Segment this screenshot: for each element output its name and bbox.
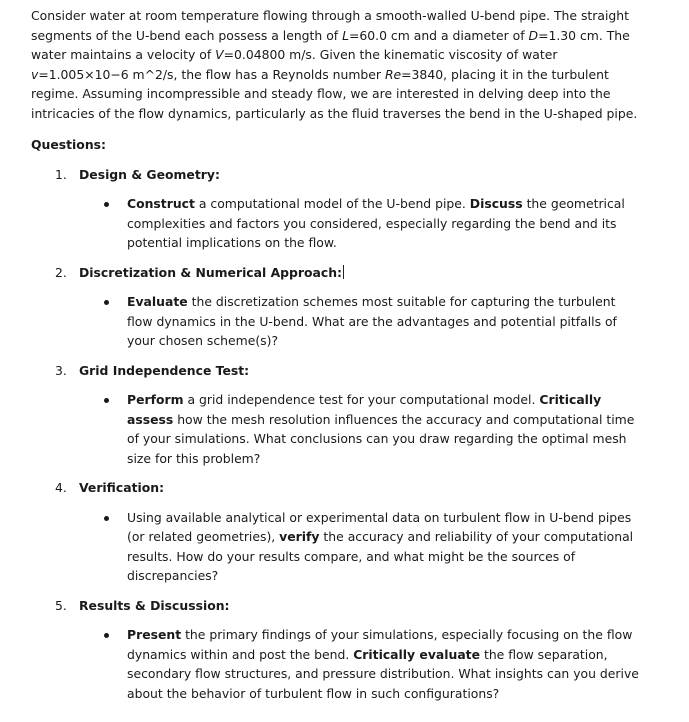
var-viscosity: v xyxy=(31,66,39,82)
question-title: Grid Independence Test: xyxy=(79,362,250,378)
bullet-icon xyxy=(104,398,109,403)
question-bullet xyxy=(31,508,641,586)
question-number: 1. xyxy=(55,166,67,182)
intro-paragraph xyxy=(31,6,641,123)
bullet-icon xyxy=(104,633,109,638)
question-item xyxy=(31,165,641,253)
bullet-text: how the mesh resolution influences the accuracy and computational time of your simulations. What conclusions can you draw regarding the optimal mesh size for this problem? xyxy=(127,411,635,466)
question-title: Design & Geometry: xyxy=(79,166,220,182)
var-diameter: D xyxy=(528,27,539,43)
bullet-keyword: Present xyxy=(127,627,182,642)
bullet-keyword: Construct xyxy=(127,196,195,211)
var-velocity: V xyxy=(215,47,224,62)
intro-text: =3840, placing it in the turbulent regime. Assuming incompressible and steady flow, we are interested in delving deep into the intricacies of the flow dynamics, particularly as the fluid traverses the bend in the U-shaped pipe. xyxy=(31,66,638,121)
bullet-text: the discretization schemes most suitable for capturing the turbulent flow dynamics in the U-bend. What are the advantages and potential pitfalls of your chosen scheme(s)? xyxy=(127,294,617,348)
intro-text: Consider water at room temperature flowing through a smooth-walled U-bend pipe. The straight segments of the U-bend each possess a length of xyxy=(31,8,629,43)
bullet-keyword: verify xyxy=(279,529,320,544)
intro-text: =0.04800 m/s. Given the kinematic viscosity of water xyxy=(223,47,558,62)
bullet-text: the accuracy and reliability of your computational results. How do your results compare, and what might be the sources of discrepancies? xyxy=(127,529,634,583)
var-length: L xyxy=(342,27,349,43)
question-item xyxy=(31,263,641,351)
questions-list xyxy=(31,165,641,704)
question-title-row xyxy=(31,263,641,283)
bullet-text: the flow separation, secondary flow structures, and pressure distribution. What insights can you derive about the behavior of turbulent flow in such configurations? xyxy=(127,646,639,701)
bullet-text: a grid independence test for your computational model. xyxy=(183,392,540,407)
bullet-icon xyxy=(104,300,109,305)
bullet-keyword: Evaluate xyxy=(127,294,188,309)
bullet-icon xyxy=(104,202,109,207)
question-title: Results & Discussion: xyxy=(79,597,230,613)
question-title-row xyxy=(31,165,641,185)
question-item xyxy=(31,361,641,469)
bullet-text: the geometrical complexities and factors you considered, especially regarding the bend and its potential implications on the flow. xyxy=(127,196,625,250)
question-number: 2. xyxy=(55,264,67,280)
question-bullet xyxy=(31,292,641,351)
text-cursor xyxy=(343,265,344,279)
question-item xyxy=(31,596,641,704)
question-bullet xyxy=(31,390,641,468)
question-bullet xyxy=(31,194,641,253)
question-number: 3. xyxy=(55,362,67,378)
intro-text: =1.005×10−6 m^2/s, the flow has a Reynolds number xyxy=(38,66,385,82)
question-title: Discretization & Numerical Approach: xyxy=(79,264,343,280)
document-body xyxy=(31,6,641,703)
bullet-keyword: Critically evaluate xyxy=(353,646,481,662)
bullet-keyword: Discuss xyxy=(469,196,523,211)
questions-heading: Questions: xyxy=(31,137,106,152)
bullet-keyword: Perform xyxy=(127,392,184,407)
var-reynolds: Re xyxy=(384,66,402,82)
question-number: 5. xyxy=(55,597,67,613)
bullet-text: the primary findings of your simulations, especially focusing on the flow dynamics within and post the bend. xyxy=(127,627,633,662)
question-item xyxy=(31,478,641,586)
question-title-row xyxy=(31,478,641,498)
question-title-row xyxy=(31,361,641,381)
bullet-icon xyxy=(104,516,109,521)
question-bullet xyxy=(31,625,641,703)
question-title: Verification: xyxy=(79,480,165,495)
intro-text: =1.30 cm. The water maintains a velocity of xyxy=(31,27,630,62)
question-number: 4. xyxy=(55,480,67,495)
intro-text: =60.0 cm and a diameter of xyxy=(349,27,529,43)
bullet-text: a computational model of the U-bend pipe. xyxy=(194,196,470,211)
bullet-text: Using available analytical or experimental data on turbulent flow in U-bend pipes (or related geometries), xyxy=(127,509,632,544)
question-title-row xyxy=(31,596,641,616)
bullet-keyword: Critically assess xyxy=(127,392,602,427)
